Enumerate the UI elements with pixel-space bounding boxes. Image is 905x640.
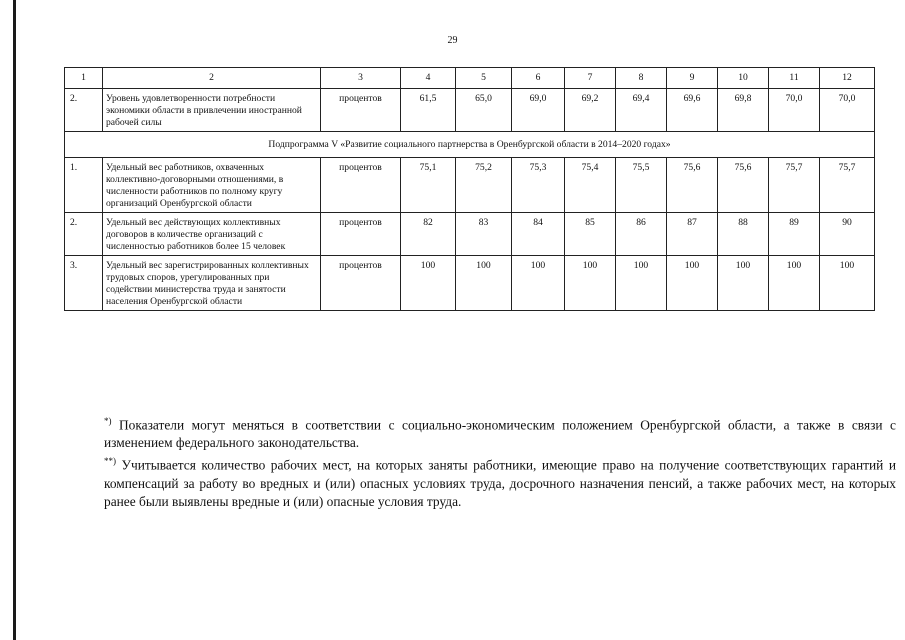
row-description: Удельный вес работников, охваченных коллективно-договорными отношениями, в численности работников по полному кругу организаций Оренбургской области	[103, 158, 321, 213]
table-row	[65, 158, 875, 213]
row-value: 75,6	[667, 158, 718, 213]
column-header-10: 10	[718, 68, 769, 89]
column-header-2: 2	[103, 68, 321, 89]
row-value: 89	[769, 213, 820, 256]
row-unit: процентов	[321, 213, 401, 256]
row-value: 88	[718, 213, 769, 256]
row-value: 100	[565, 256, 616, 311]
row-value: 65,0	[456, 89, 512, 132]
row-value: 100	[769, 256, 820, 311]
subprogram-title: Подпрограмма V «Развитие социального партнерства в Оренбургской области в 2014–2020 годах»	[65, 132, 875, 158]
row-value: 100	[718, 256, 769, 311]
row-index: 3.	[65, 256, 103, 311]
row-value: 100	[512, 256, 565, 311]
footnotes	[64, 412, 896, 511]
row-value: 100	[401, 256, 456, 311]
row-value: 84	[512, 213, 565, 256]
table-row	[65, 89, 875, 132]
footnote-1	[64, 412, 896, 452]
footnote-1-text: Показатели могут меняться в соответствии с социально-экономическим положением Оренбургской области, а также в связи с изменением федерального законодательства.	[104, 417, 896, 451]
row-value: 75,1	[401, 158, 456, 213]
row-value: 69,6	[667, 89, 718, 132]
column-header-12: 12	[820, 68, 875, 89]
column-header-4: 4	[401, 68, 456, 89]
column-header-6: 6	[512, 68, 565, 89]
row-description: Удельный вес действующих коллективных договоров в количестве организаций с численностью работников более 15 человек	[103, 213, 321, 256]
row-value: 75,5	[616, 158, 667, 213]
row-value: 75,7	[820, 158, 875, 213]
row-value: 90	[820, 213, 875, 256]
page-number: 29	[447, 35, 458, 46]
row-value: 100	[667, 256, 718, 311]
row-value: 75,3	[512, 158, 565, 213]
scan-left-border	[13, 0, 16, 640]
table-header-row	[65, 68, 875, 89]
subprogram-row	[65, 132, 875, 158]
row-unit: процентов	[321, 256, 401, 311]
column-header-9: 9	[667, 68, 718, 89]
table-row	[65, 213, 875, 256]
column-header-1: 1	[65, 68, 103, 89]
footnote-2	[64, 452, 896, 510]
row-description: Уровень удовлетворенности потребности экономики области в привлечении иностранной рабочей силы	[103, 89, 321, 132]
footnote-2-marker: **)	[104, 456, 116, 467]
row-value: 61,5	[401, 89, 456, 132]
row-value: 70,0	[769, 89, 820, 132]
row-value: 86	[616, 213, 667, 256]
row-description: Удельный вес зарегистрированных коллективных трудовых споров, урегулированных при содействии министерства труда и занятости населения Оренбургской области	[103, 256, 321, 311]
row-index: 2.	[65, 89, 103, 132]
row-index: 1.	[65, 158, 103, 213]
row-unit: процентов	[321, 89, 401, 132]
column-header-11: 11	[769, 68, 820, 89]
row-value: 100	[456, 256, 512, 311]
row-value: 75,2	[456, 158, 512, 213]
column-header-7: 7	[565, 68, 616, 89]
row-value: 70,0	[820, 89, 875, 132]
table-row	[65, 256, 875, 311]
row-value: 75,7	[769, 158, 820, 213]
row-index: 2.	[65, 213, 103, 256]
table-body	[65, 68, 875, 311]
column-header-3: 3	[321, 68, 401, 89]
row-value: 69,2	[565, 89, 616, 132]
row-value: 87	[667, 213, 718, 256]
footnote-1-marker: *)	[104, 416, 112, 426]
footnote-2-text: Учитывается количество рабочих мест, на которых заняты работники, имеющие право на получение соответствующих гарантий и компенсаций за работу во вредных и (или) опасных условиях труда, досрочного назначения пенсий, а также рабочих мест, на которых ранее были выявлены вредные и (или) опасные условия труда.	[104, 457, 896, 509]
row-value: 75,4	[565, 158, 616, 213]
row-value: 69,8	[718, 89, 769, 132]
column-header-5: 5	[456, 68, 512, 89]
row-value: 100	[616, 256, 667, 311]
row-value: 75,6	[718, 158, 769, 213]
row-value: 83	[456, 213, 512, 256]
column-header-8: 8	[616, 68, 667, 89]
indicators-table	[64, 67, 875, 311]
row-value: 82	[401, 213, 456, 256]
row-value: 85	[565, 213, 616, 256]
row-value: 100	[820, 256, 875, 311]
row-value: 69,0	[512, 89, 565, 132]
row-unit: процентов	[321, 158, 401, 213]
row-value: 69,4	[616, 89, 667, 132]
